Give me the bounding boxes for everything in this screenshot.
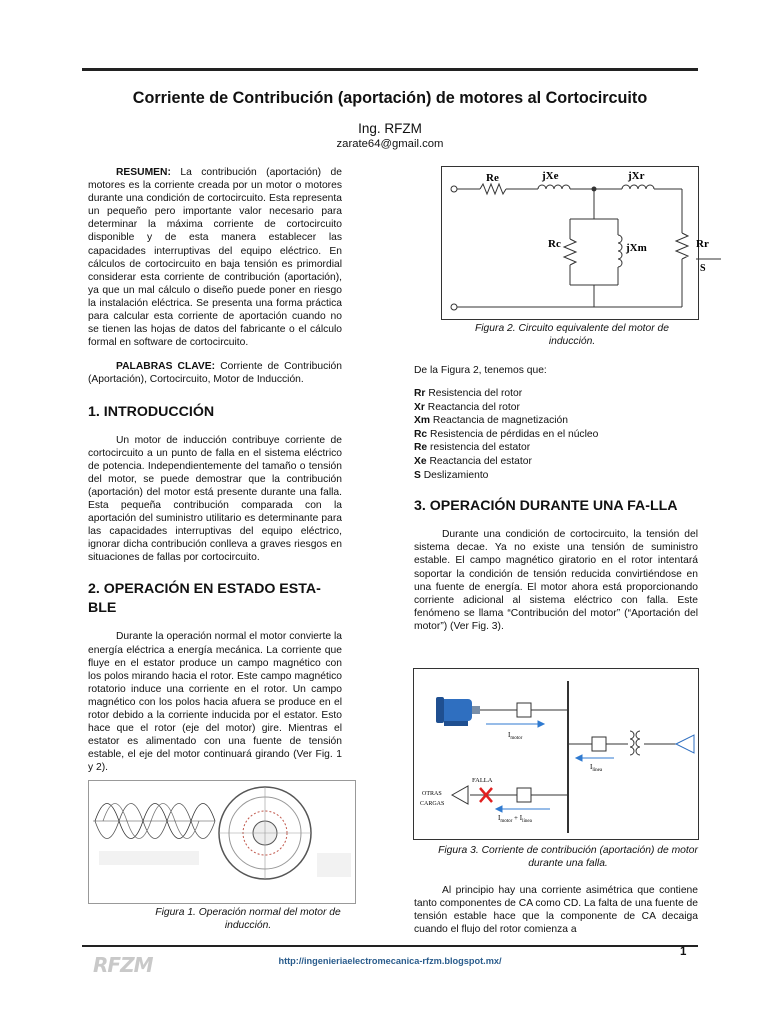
author-email: zarate64@gmail.com [336,138,444,150]
def-xr: Xr Reactancia del rotor [414,401,520,413]
figure-1-illustration [89,781,355,903]
figure-1-caption: Figura 1. Operación normal del motor de inducción. [155,907,341,932]
label-jxe: jXe [542,170,559,182]
label-re: Re [486,172,499,184]
def-rr: Rr Resistencia del rotor [414,388,523,400]
definitions-list [414,387,698,482]
figure-2-caption: Figura 2. Circuito equivalente del motor de inducción. [474,323,670,348]
label-imotor: $I_{motor}$ [508,731,523,741]
figure-3-caption: Figura 3. Corriente de contribución (aportación) de motor durante una falla. [438,845,698,870]
def-xe: Xe Reactancia del estator [414,456,532,468]
keywords-label: PALABRAS CLAVE: [116,361,216,373]
heading-falla: 3. OPERACIÓN DURANTE UNA FA-LLA [414,498,678,515]
label-otras: OTRAS [422,791,442,797]
fault-paragraph-2: Al principio hay una corriente asimétrica que contiene tanto componentes de CA como CD. La falta de una fuente de tensión estable hace que la componente de CA decaiga cuando el flujo del rotor comienza a [414,885,698,936]
keywords-text: Corriente de Contribución (Aportación), Cortocircuito, Motor de Inducción. [88,361,342,386]
label-rc: Rc [548,238,561,250]
heading-introduccion: 1. INTRODUCCIÓN [88,403,215,420]
intro-paragraph: Un motor de inducción contribuye corriente de cortocircuito a un punto de falla en el sistema eléctrico de potencia. Independientemente del tamaño o tensión del motor, se puede demostrar que la contribución (aportación) del motor está presente durante una falla. Esta pequeña contribución comparada con la aportación del suministro utilitario es determinante para las capacidades interruptivas del equipo eléctrico, ignorar dicha contribución conlleva a graves riesgos en situaciones de fallas por cortocircuito. [88,434,342,564]
label-jxr: jXr [628,170,645,182]
label-rr: Rr [696,238,709,250]
abstract-text: La contribución (aportación) de motores es la corriente creada por un motor o motores durante una condición de cortocircuito. Esta representa un pequeño pero importante valor necesario para determinar la máxima corriente de cortocircuito disponible y de esta manera establecer las capacidades interruptivas del equipo eléctrico. En cálculos de cortocircuito en baja tensión es primordial considerar esta corriente de contribución (aportación), ya que un mal cálculo o diseño puede poner en riesgo la instalación eléctrica. Se presenta una forma práctica para calcular esta corriente de aportación cuando no se tienen las hojas de datos del fabricante o el cálculo formal en software de cortocircuito. [88,167,342,349]
figure-1 [88,780,356,904]
def-s: S Deslizamiento [414,469,489,481]
figure-2 [441,166,709,320]
footer-url-link[interactable]: http://ingenieriaelectromecanica-rfzm.blogspot.mx/ [278,956,502,966]
footer-rule [82,945,698,947]
label-cargas: CARGAS [420,801,445,807]
steady-paragraph: Durante la operación normal el motor convierte la energía eléctrica a energía mecánica. La corriente que fluye en el estator produce un campo magnético con los polos mirando hacia el rotor. Este campo magnético rotatorio induce una corriente en el rotor. Un campo magnético con los polos hacia afuera se produce en el rotor debido a la corriente inducida por el estator. Esto hace que el rotor (eje del motor) gire. Mientras el estator es alimentado con una fuente de tensión estable, el eje del motor continuará girando (Ver Fig. 1 y 2). [88,631,342,774]
abstract [88,166,342,349]
fault-paragraph: Durante una condición de cortocircuito, la tensión del sistema decae. Ya no existe una tensión de suministro estable. El campo magnético giratorio en el rotor intentará soportar la condición de tensión reducida convirtiéndose en una fuente de energía. El motor ahora está proporcionando corriente adicional al sistema eléctrico con falla. Este fenómeno se llama “Contribución del motor” (“Aportación del motor”) (Ver Fig. 3). [414,529,698,632]
keywords [88,360,342,386]
paper-title: Corriente de Contribución (aportación) de motores al Cortocircuito [132,89,648,107]
label-falla: FALLA [472,777,493,784]
top-rule [82,68,698,71]
heading-estado-estable: 2. OPERACIÓN EN ESTADO ESTA-BLE [88,581,321,617]
figure-2-circuit [442,167,709,319]
label-ilinea: $I_{línea}$ [590,763,603,773]
abstract-label: RESUMEN: [116,167,171,178]
rfzm-logo: RFZM [93,953,153,977]
figure-3-diagram [414,669,698,839]
def-rc: Rc Resistencia de pérdidas en el núcleo [414,428,599,440]
label-jxm: jXm [626,242,647,254]
def-re: Re resistencia del estator [414,442,531,454]
right-column-text [414,364,698,633]
author-name: Ing. RFZM [358,121,422,136]
figure-3 [413,668,699,840]
def-xm: Xm Reactancia de magnetización [414,415,568,427]
left-column-text [88,166,342,774]
label-s: S [700,263,706,274]
fig2-intro: De la Figura 2, tenemos que: [414,365,547,376]
motor-icon [436,697,480,726]
page-number: 1 [680,946,687,958]
label-sum: $I_{motor} + I_{línea}$ [498,814,532,824]
